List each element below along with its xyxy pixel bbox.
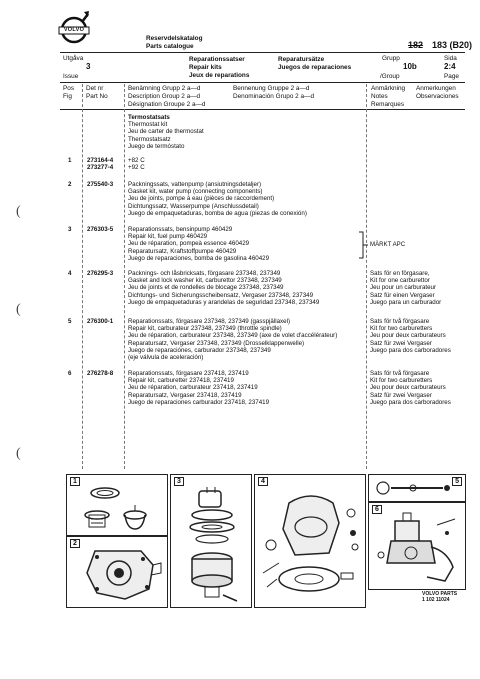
figure-number: 2 [70,539,80,548]
figure-1 [66,474,168,536]
item-desc-line: Repair kit, carburateur 237348, 237349 (throttle spindle) [128,325,282,333]
issue-label-2: Issue [63,73,79,80]
item-desc-line: Jeu de réparation, carburateur 237418, 237419 [128,384,258,392]
figure-3 [170,474,252,608]
item-desc-line: Repair kit, fuel pump 460429 [128,233,208,241]
group-value: 10b [403,62,417,71]
item-desc-line: Repair kit, carburetter 237418, 237419 [128,377,234,385]
repair-title-sv: Reparationssatser [189,56,245,63]
part-number: 276300-1 [87,318,114,325]
item-desc-line: Thermostat kit [128,121,168,129]
item-desc-line: Juego de empaquetaduras, bomba de agua (piezas de conexión) [128,209,307,217]
col-remark-en: Notes [371,93,388,100]
group-label: Grupp [382,55,400,62]
catalog-title: Reservdelskatalog [146,35,203,42]
item-remark-line: Juego para dos carboradores [370,398,451,406]
water-pump-drawing [77,543,163,603]
item-desc-line: Jeu de réparation, carburateur 237348, 237349 (axe de volet d'accélérateur) [128,332,338,340]
figure-4 [254,474,366,608]
item-pos: 3 [68,226,72,233]
part-number: 276295-3 [87,270,114,277]
item-remark-line: Sats för två förgasare [370,318,430,325]
part-number: 276303-5 [87,226,114,233]
col-detnr: Det nr [86,85,104,92]
item-desc-line: Juego de termóstato [128,142,185,150]
item-desc-line: Jeu de joints, pompe à eau (pièces de raccordement) [128,195,275,203]
item-part [87,181,113,188]
col-remark-sv: Anmärkning [371,85,406,92]
part-number: 275540-3 [87,181,114,188]
figure-6 [368,502,466,590]
thermostat-drawing [75,481,163,533]
item-desc-line: Jeu de joints et de rondelles de blocage 237348, 237349 [128,284,284,292]
throttle-spindle-drawing [373,478,453,498]
page-ref-code: 182 [408,40,424,50]
figure-number: 4 [258,477,268,486]
carburettor-drawing [375,511,461,587]
page-value: 2:4 [444,62,456,71]
fuel-pump-drawing [177,483,247,605]
binding-mark: ( [16,446,21,461]
footer-code-line: 1 102 11024 [422,597,450,603]
col-desc-de: Bennenung Gruppe 2 a—d [233,85,310,92]
item-desc-line: Reparatursatz, Vergaser 237418, 237419 [128,391,242,399]
item-remark-line: Sats för en förgasare, [370,270,430,277]
col-remark-fr: Remarques [371,101,405,108]
logo-text: VOLVO [63,27,85,33]
item-remark-line: Kit for two carburetters [370,325,433,333]
issue-label-1: Utgåva [63,55,84,62]
col-fig: Fig [63,93,72,100]
part-number: 273164-4 [87,157,114,164]
item-remark-line: Juego para dos carboradores [370,346,451,354]
part-number: 276278-8 [87,370,114,377]
item-desc-line: Packnings- och låsbricksats, förgasare 237348, 237349 [128,270,281,277]
repair-title-es: Juegos de reparaciones [278,64,352,71]
columns-rule [60,109,465,110]
item-desc-line: (eje válvula de aceleración) [128,354,204,362]
figure-2 [66,536,168,608]
item-desc-line: Gasket kit, water pump (connecting components) [128,188,263,196]
part-number: 273277-4 [87,164,114,172]
item-desc-line: Reparationssats, bensinpump 460429 [128,226,233,233]
item-desc-line: +92 C [128,164,145,172]
col-divider [124,84,125,469]
col-divider [366,84,367,469]
item-remark-line: Kit for one carburettor [370,277,430,285]
item-remark-line: Sats för två förgasare [370,370,430,377]
item-desc-line: Gasket and lock washer kit, carburettor 237348, 237349 [128,277,282,285]
item-desc-line: Jeu de réparation, pompeà essence 460429 [128,240,250,248]
item-desc-line: Juego de empaquetaduras y arandelas de seguridad 237348, 237349 [128,298,320,306]
item-remark-line: Satz für zwei Vergaser [370,339,432,347]
carburettor-gasket-drawing [259,483,363,605]
item-pos: 5 [68,318,72,325]
col-divider [82,84,83,469]
item-desc-line: Termostatsats [128,114,170,121]
item-remark-line: Juego para un carburador [370,298,442,306]
binding-mark: ( [16,302,21,317]
col-partno: Part No [86,93,108,100]
item-desc-line: Juego de reparaciones carburador 237418, 237419 [128,398,270,406]
item-part [87,226,113,233]
item-desc-line: Dichtungssatz, Wasserpumpe (Anschlussdetail) [128,202,259,210]
col-pos: Pos [63,85,75,92]
item-remark-line: Satz für einen Vergaser [370,291,435,299]
item-desc-line: Packningssats, vattenpump (ansiutningsdetaljer) [128,181,262,188]
page-label-en: Page [444,73,459,80]
figure-number: 3 [174,477,184,486]
footer-code-line: VOLVO PARTS [422,591,458,597]
group-label-en: /Group [380,73,400,80]
issue-rule [60,82,465,83]
item-pos: 6 [68,370,72,377]
item-desc-line: Reparatursatz, Kraftstoffpumpe 460429 [128,247,237,255]
header-rule [60,52,465,53]
col-desc-en: Description Group 2 a—d [128,93,201,100]
repair-title-fr: Jeux de reparations [189,72,250,79]
item-remark-line: Jeu pour un carburateur [370,284,437,292]
figure-number: 5 [452,477,462,486]
item-remark-line: Satz für zwei Vergaser [370,391,432,399]
item-remark-line: Jeu pour deux carburateurs [370,332,446,340]
col-remark-de: Anmerkungen [416,85,456,92]
item-desc-line: Jeu de carter de thermostat [128,128,204,136]
item-remark-line: Kit for two carburetters [370,377,433,385]
item-remark-line: Jeu pour deux carburateurs [370,384,446,392]
col-desc-fr: Désignation Groupe 2 a—d [128,101,206,108]
col-desc-es: Denominación Grupo 2 a—d [233,93,314,100]
repair-title-en: Repair kits [189,64,222,71]
col-remark-es: Observaciones [416,93,459,100]
item-pos: 1 [68,157,72,164]
item-part [87,270,113,277]
item-desc-line: Thermostatsatz [128,135,171,143]
figure-5 [368,474,466,502]
item-part [87,370,113,377]
item-desc-line: +82 C [128,157,145,164]
volvo-logo [58,10,90,46]
repair-title-de: Reparatursätze [278,56,325,63]
issue-value: 3 [86,62,91,71]
item-desc-line: Juego de reparaciones, bomba de gasolina 460429 [128,254,270,262]
item-part [87,318,113,325]
item-remark-line: MÄRKT APC [370,241,406,248]
binding-mark: ( [16,204,21,219]
item-desc-line: Reparationssats, förgasare 237348, 237349 (gasspjällaxel) [128,318,291,325]
col-desc-sv: Benämning Grupp 2 a—d [128,85,201,92]
bracket-mark [358,230,368,260]
item-pos: 4 [68,270,72,277]
page-ref-model: 183 (B20) [432,40,473,50]
item-desc-line: Reparationssats, förgasare 237418, 237419 [128,370,249,377]
item-desc-line: Juego de reparaciónes, carburador 237348, 237349 [128,346,271,354]
item-part [87,157,113,171]
item-desc-line: Dichtungs- und Sicherungsscheibensatz, Vergaser 237348, 237349 [128,291,314,299]
page-label: Sida [444,55,457,62]
item-desc-line: Reparatursatz, Vergaser 237348, 237349 (Drosselklappenwelle) [128,339,305,347]
figure-number: 6 [372,505,382,514]
figure-number: 1 [70,477,80,486]
catalog-subtitle: Parts catalogue [146,43,194,50]
item-pos: 2 [68,181,72,188]
